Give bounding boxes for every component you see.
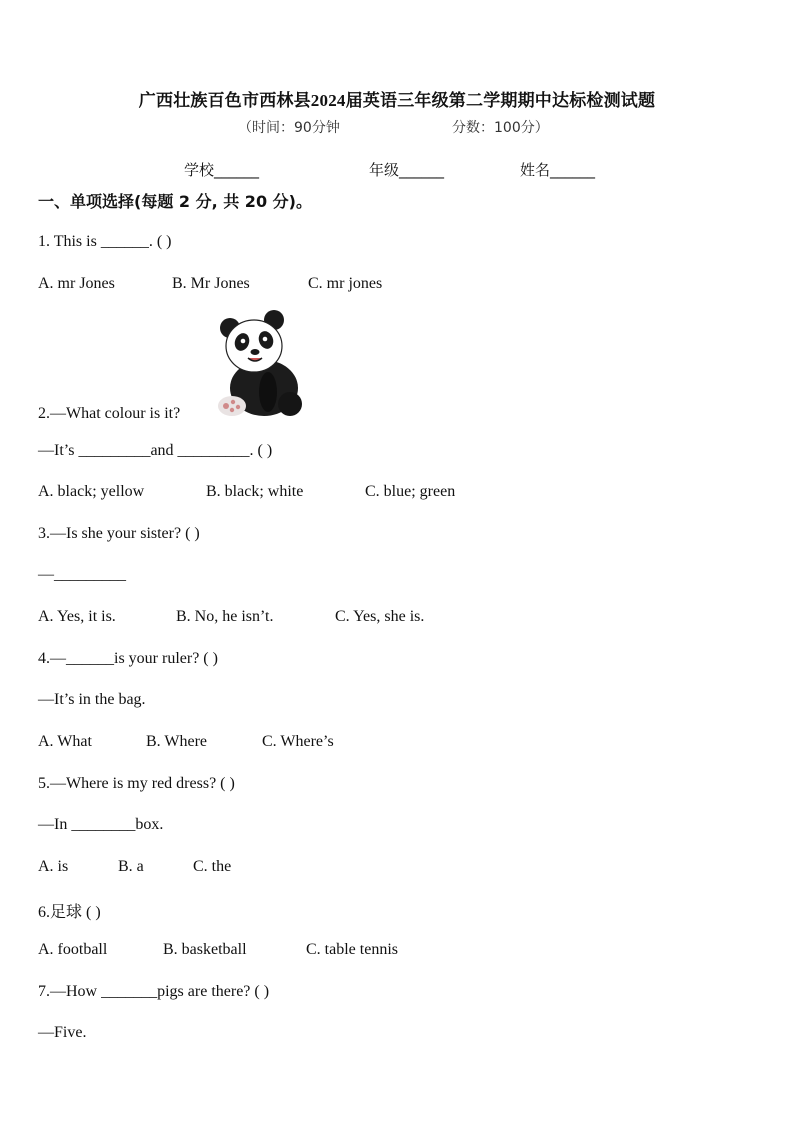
question-3-option-a: A. Yes, it is. [38,608,116,625]
question-6-stem: 6.足球 ( ) [38,904,101,921]
question-2-option-a: A. black; yellow [38,483,145,500]
name-field: 姓名______ [520,161,596,179]
question-4-option-b: B. Where [146,733,208,750]
question-4-option-a: A. What [38,733,92,750]
question-6-option-a: A. football [38,941,108,958]
panda-illustration [210,308,306,420]
question-3-option-b: B. No, he isn’t. [176,608,274,625]
question-1-option-c: C. mr jones [308,275,383,292]
question-7-answer-line: —Five. [38,1024,87,1041]
question-1-stem: 1. This is ______. ( ) [38,233,172,250]
school-field: 学校______ [184,161,260,179]
exam-time: （时间：90分钟 [238,120,340,136]
question-3-stem: 3.—Is she your sister? ( ) [38,525,200,542]
question-3-answer-line: —_________ [38,566,126,583]
question-7-stem: 7.—How _______pigs are there? ( ) [38,983,270,1000]
question-2-option-b: B. black; white [206,483,304,500]
question-2-option-c: C. blue; green [365,483,456,500]
question-1-option-b: B. Mr Jones [172,275,250,292]
question-4-option-c: C. Where’s [262,733,334,750]
question-1-option-a: A. mr Jones [38,275,115,292]
exam-score: 分数：100分） [452,120,549,136]
question-5-answer-line: —In ________box. [38,816,164,833]
question-3-option-c: C. Yes, she is. [335,608,425,625]
page-title: 广西壮族百色市西林县2024届英语三年级第二学期期中达标检测试题 [138,91,656,110]
question-5-option-c: C. the [193,858,232,875]
question-6-option-b: B. basketball [163,941,247,958]
section-heading: 一、单项选择(每题 2 分, 共 20 分)。 [38,192,312,211]
question-2-answer-line: —It’s _________and _________. ( ) [38,442,273,459]
grade-field: 年级______ [369,161,445,179]
question-5-option-b: B. a [118,858,144,875]
question-5-stem: 5.—Where is my red dress? ( ) [38,775,235,792]
question-5-option-a: A. is [38,858,69,875]
question-6-option-c: C. table tennis [306,941,398,958]
question-4-stem: 4.—______is your ruler? ( ) [38,650,218,667]
question-4-answer-line: —It’s in the bag. [38,691,146,708]
question-2-stem: 2.—What colour is it? [38,405,181,422]
